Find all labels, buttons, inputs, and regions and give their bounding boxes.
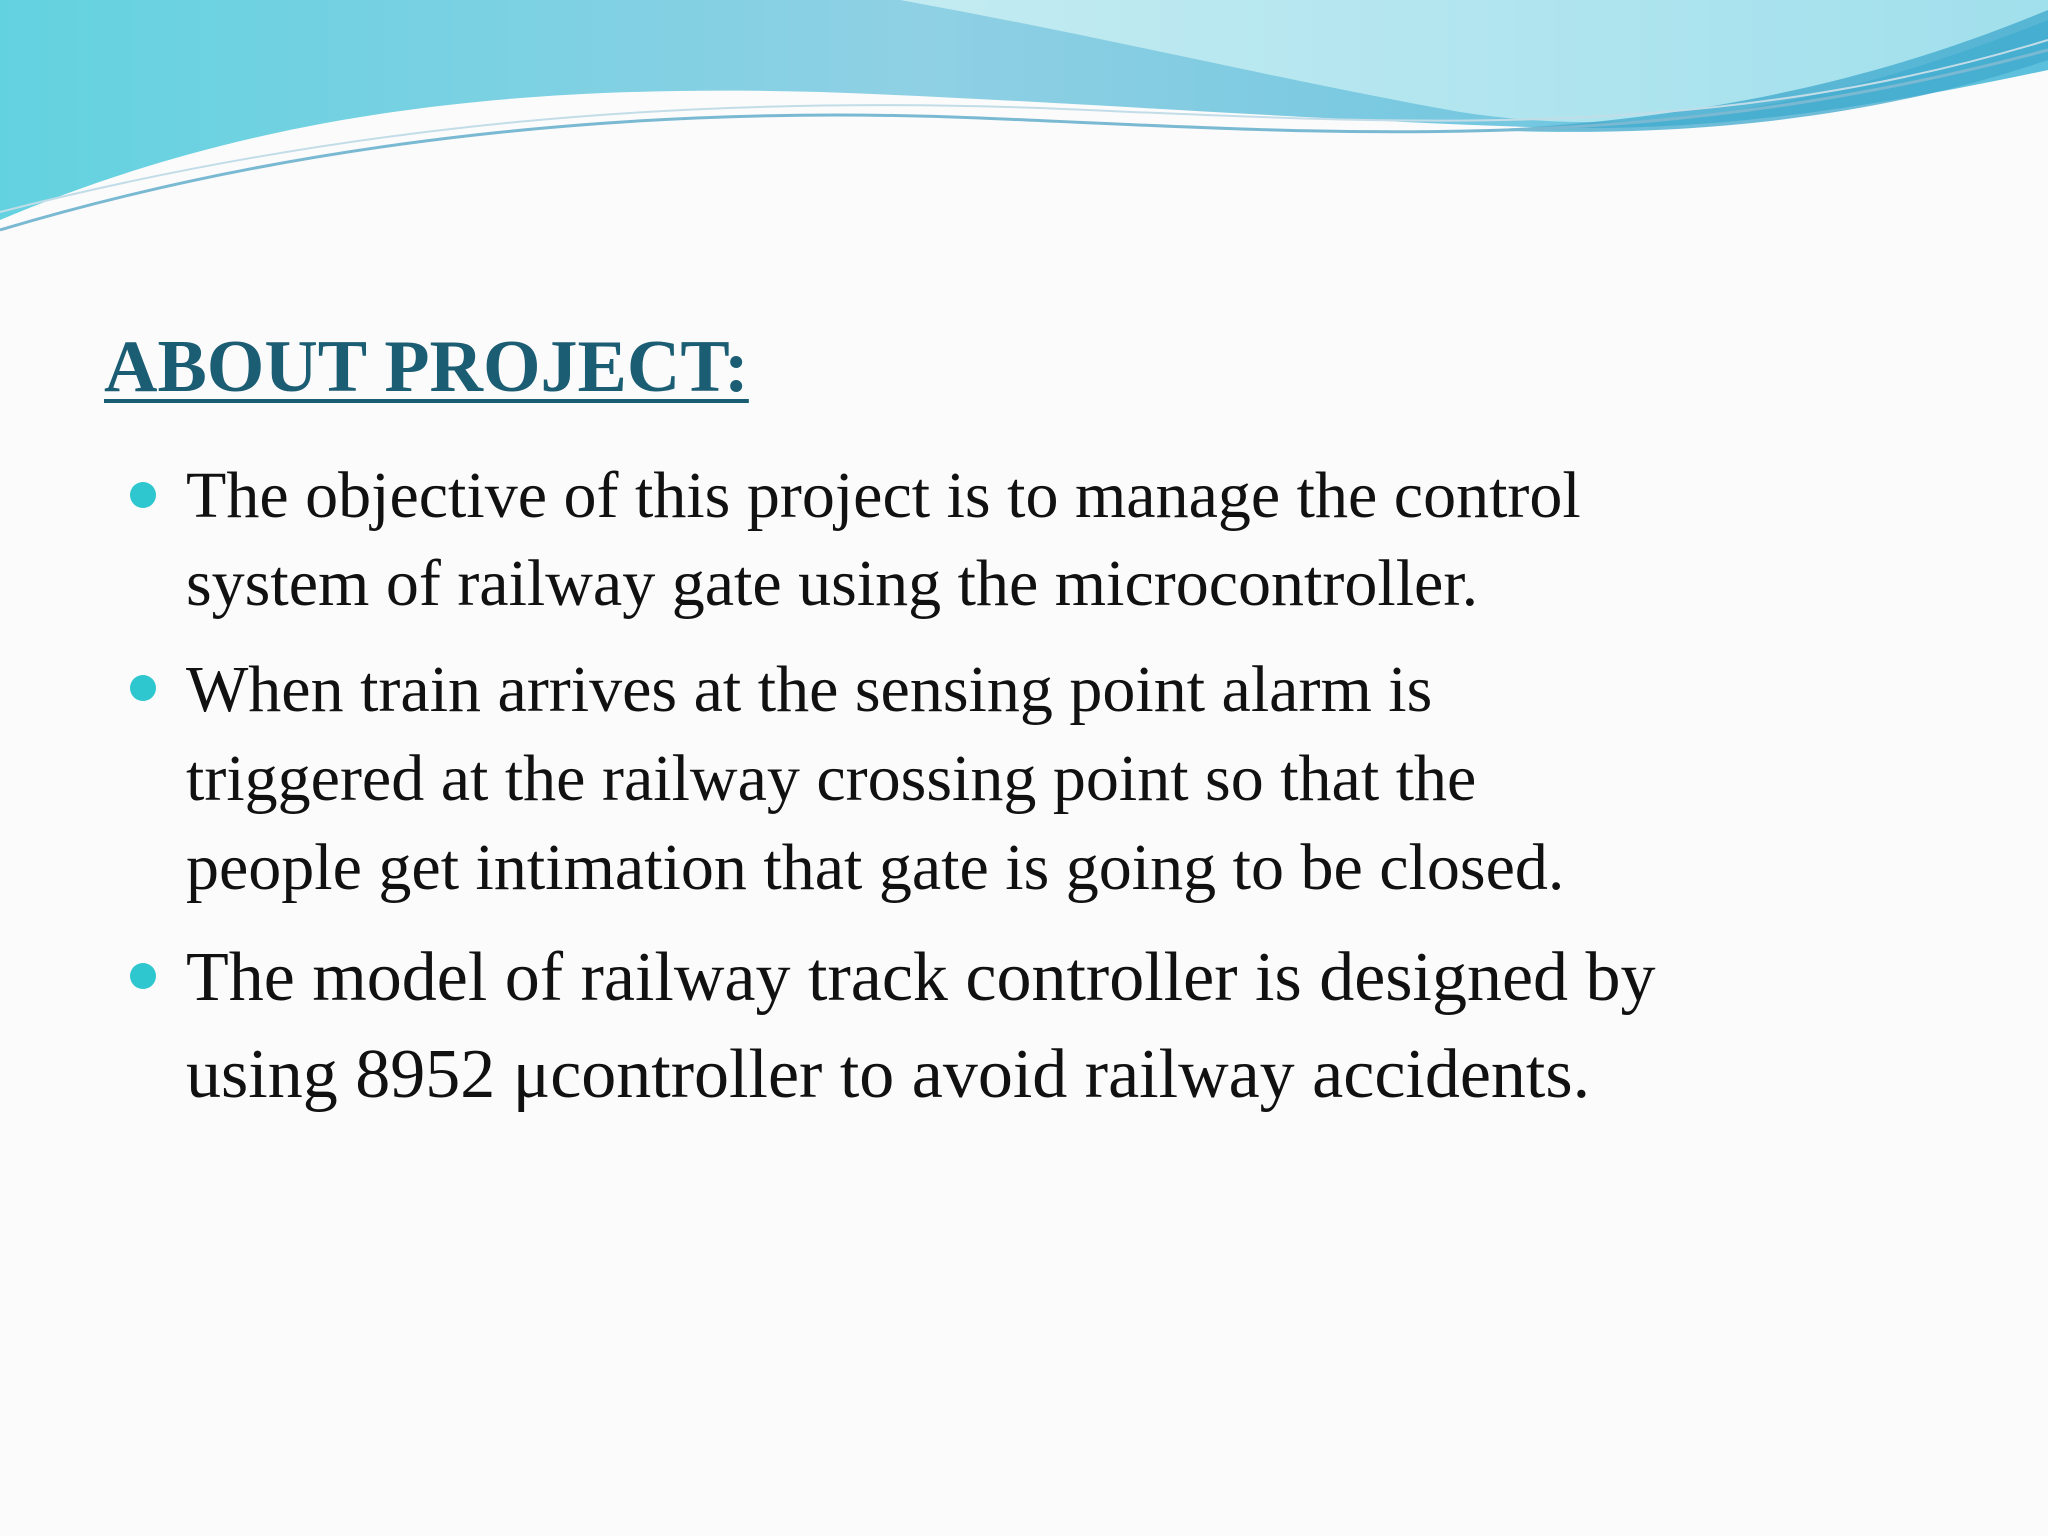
bullet-line: triggered at the railway crossing point so that the (186, 742, 1477, 815)
bullet-item-objective (186, 452, 2006, 628)
bullet-line: using 8952 μcontroller to avoid railway accidents. (186, 1036, 1591, 1113)
bullet-item-alarm (186, 645, 2006, 912)
bullet-line: system of railway gate using the microcontroller. (186, 547, 1479, 620)
bullet-line: The model of railway track controller is designed by (186, 939, 1656, 1016)
slide-heading: ABOUT PROJECT: (104, 326, 749, 408)
bullet-item-model (186, 929, 2006, 1123)
bullet-list (186, 452, 2006, 1123)
bullet-line: The objective of this project is to manage the control (186, 459, 1581, 532)
bullet-dot-icon (130, 675, 156, 701)
bullet-dot-icon (130, 963, 156, 989)
bullet-line: When train arrives at the sensing point alarm is (186, 653, 1433, 726)
bullet-dot-icon (130, 482, 156, 508)
bullet-line: people get intimation that gate is going to be closed. (186, 831, 1565, 904)
decorative-wave-banner (0, 0, 2048, 240)
